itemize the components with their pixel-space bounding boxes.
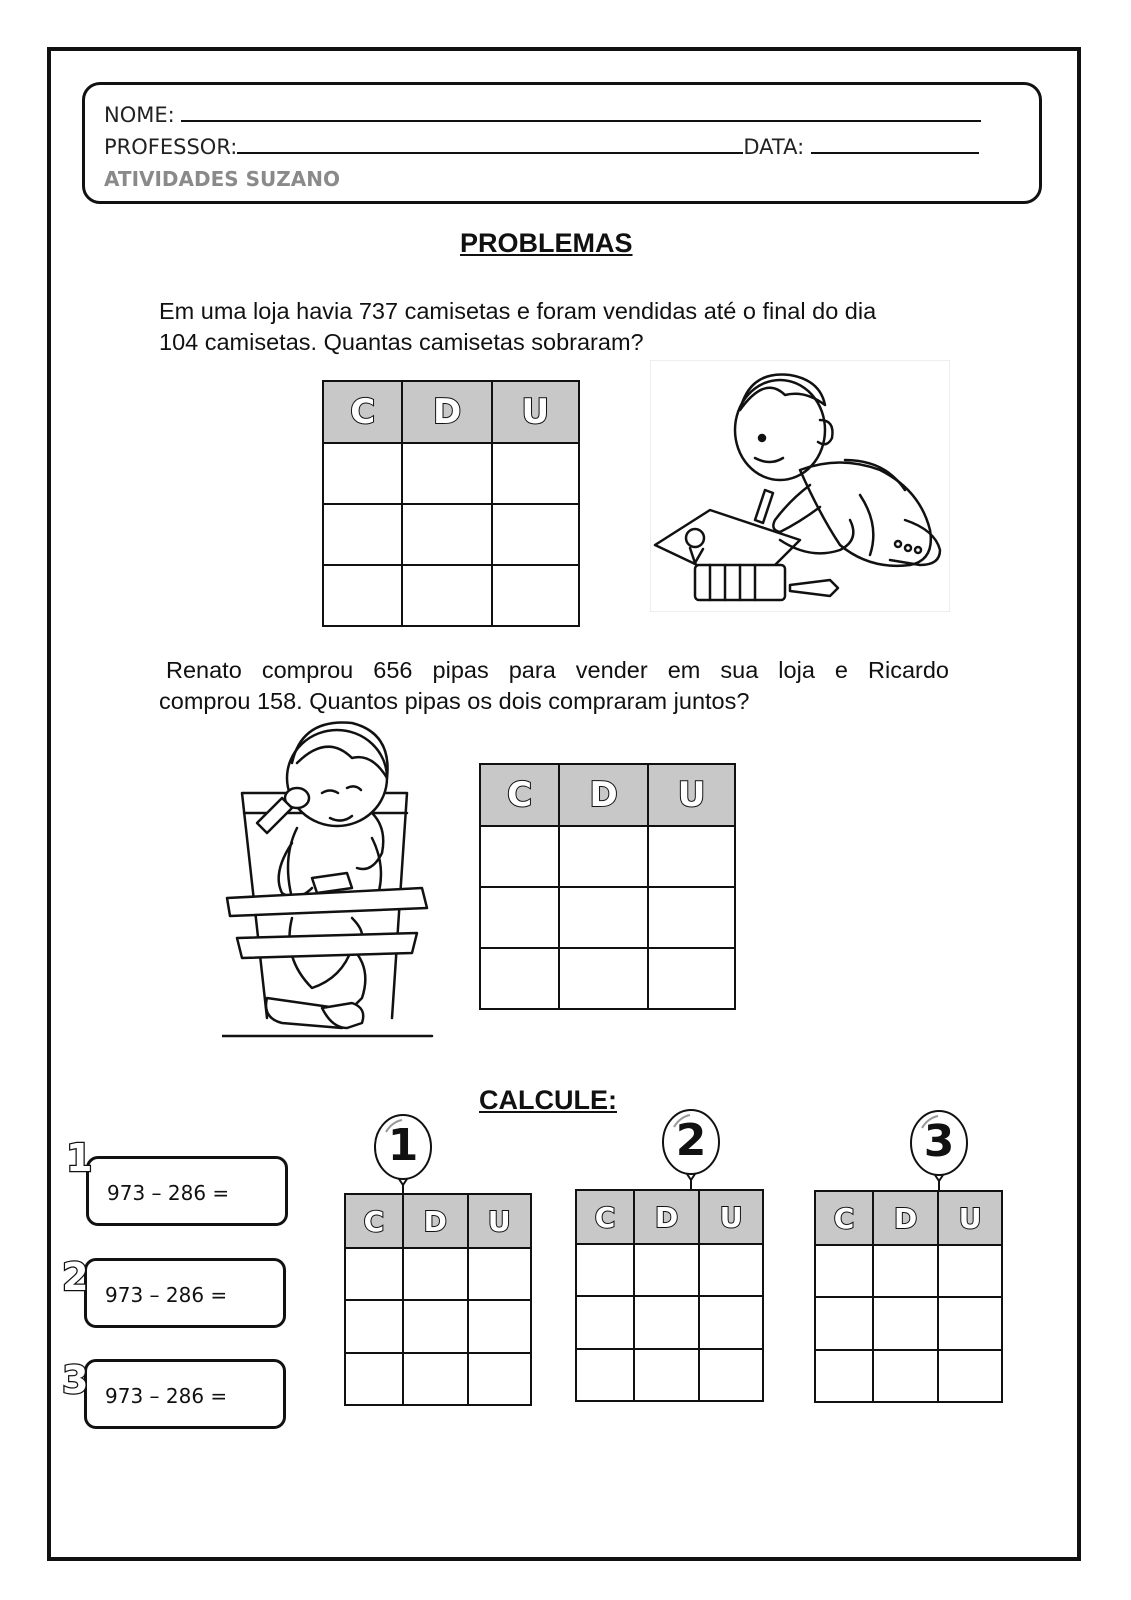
name-label: NOME: bbox=[104, 103, 175, 127]
balloon-2 bbox=[660, 1107, 722, 1189]
calc-box-2[interactable] bbox=[84, 1258, 286, 1328]
grid-cell[interactable] bbox=[699, 1296, 763, 1348]
grid-cell[interactable] bbox=[938, 1350, 1002, 1402]
grid-cell[interactable] bbox=[815, 1297, 873, 1349]
grid-cell[interactable] bbox=[403, 1248, 468, 1300]
grid-cell[interactable] bbox=[648, 826, 735, 887]
calc-box-1[interactable] bbox=[86, 1156, 288, 1226]
grid-header-cell bbox=[634, 1190, 699, 1244]
grid-cell[interactable] bbox=[468, 1248, 531, 1300]
grid-row bbox=[815, 1245, 1002, 1297]
grid-cell[interactable] bbox=[634, 1349, 699, 1401]
grid-header-cell bbox=[345, 1194, 403, 1248]
grid-header-cell bbox=[492, 381, 579, 443]
problem-2-text bbox=[159, 655, 949, 717]
header-u: U bbox=[958, 1201, 982, 1235]
header-d: D bbox=[423, 1204, 447, 1238]
calc-expression-3: 973 – 286 = bbox=[105, 1384, 228, 1408]
boy-drawing-illustration bbox=[650, 360, 950, 612]
grid-cell[interactable] bbox=[480, 948, 559, 1009]
grid-cell[interactable] bbox=[938, 1245, 1002, 1297]
teacher-label: PROFESSOR: bbox=[104, 135, 238, 159]
header-c: C bbox=[594, 1200, 616, 1234]
cdu-grid-problem-2 bbox=[479, 763, 736, 1010]
grid-header-cell bbox=[648, 764, 735, 826]
teacher-line bbox=[104, 132, 979, 159]
grid-row bbox=[323, 565, 579, 626]
grid-cell[interactable] bbox=[873, 1297, 938, 1349]
grid-cell[interactable] bbox=[480, 887, 559, 948]
calc-expression-1: 973 – 286 = bbox=[107, 1181, 230, 1205]
grid-cell[interactable] bbox=[345, 1248, 403, 1300]
grid-header-row bbox=[323, 381, 579, 443]
grid-row bbox=[345, 1248, 531, 1300]
balloon-number-2: 2 bbox=[675, 1115, 707, 1166]
problem-2-line-2: comprou 158. Quantos pipas os dois compraram juntos? bbox=[159, 688, 750, 714]
grid-cell[interactable] bbox=[576, 1244, 634, 1296]
grid-row bbox=[815, 1297, 1002, 1349]
calc-number-3: 3 bbox=[62, 1358, 89, 1402]
header-d: D bbox=[432, 392, 462, 432]
grid-cell[interactable] bbox=[492, 504, 579, 565]
grid-cell[interactable] bbox=[403, 1300, 468, 1352]
grid-header-cell bbox=[559, 764, 648, 826]
header-c: C bbox=[833, 1201, 855, 1235]
grid-cell[interactable] bbox=[468, 1300, 531, 1352]
header-u: U bbox=[521, 392, 550, 432]
grid-cell[interactable] bbox=[468, 1353, 531, 1405]
cdu-grid-calc-3 bbox=[814, 1190, 1003, 1403]
grid-header-cell bbox=[402, 381, 491, 443]
grid-cell[interactable] bbox=[403, 1353, 468, 1405]
date-field[interactable] bbox=[811, 132, 979, 154]
problem-1-line-2: 104 camisetas. Quantas camisetas sobraram? bbox=[159, 329, 644, 355]
balloon-number-3: 3 bbox=[923, 1116, 955, 1167]
school-name: ATIVIDADES SUZANO bbox=[104, 167, 341, 191]
grid-cell[interactable] bbox=[634, 1244, 699, 1296]
grid-row bbox=[480, 948, 735, 1009]
name-line bbox=[104, 100, 981, 127]
header-c: C bbox=[363, 1204, 385, 1238]
header-u: U bbox=[719, 1200, 743, 1234]
grid-header-row bbox=[480, 764, 735, 826]
grid-cell[interactable] bbox=[345, 1353, 403, 1405]
grid-cell[interactable] bbox=[559, 887, 648, 948]
grid-cell[interactable] bbox=[559, 948, 648, 1009]
grid-cell[interactable] bbox=[699, 1349, 763, 1401]
header-d: D bbox=[655, 1200, 679, 1234]
grid-row bbox=[576, 1296, 763, 1348]
grid-header-row bbox=[815, 1191, 1002, 1245]
grid-header-row bbox=[345, 1194, 531, 1248]
grid-header-cell bbox=[576, 1190, 634, 1244]
grid-row bbox=[323, 443, 579, 504]
grid-row bbox=[480, 826, 735, 887]
grid-cell[interactable] bbox=[576, 1296, 634, 1348]
balloon-3 bbox=[908, 1108, 970, 1190]
grid-cell[interactable] bbox=[873, 1245, 938, 1297]
problems-title: PROBLEMAS bbox=[460, 228, 633, 258]
boy-at-desk-illustration bbox=[222, 718, 434, 1040]
cdu-grid-calc-2 bbox=[575, 1189, 764, 1402]
grid-header-cell bbox=[938, 1191, 1002, 1245]
grid-header-cell bbox=[323, 381, 402, 443]
problem-2-line-1: Renato comprou 656 pipas para vender em sua loja e Ricardo bbox=[166, 657, 949, 683]
grid-cell[interactable] bbox=[492, 565, 579, 626]
grid-cell[interactable] bbox=[402, 565, 491, 626]
grid-cell[interactable] bbox=[699, 1244, 763, 1296]
balloon-1 bbox=[372, 1112, 434, 1194]
grid-header-cell bbox=[815, 1191, 873, 1245]
problem-1-text bbox=[159, 296, 876, 358]
header-c: C bbox=[350, 392, 376, 432]
grid-header-cell bbox=[873, 1191, 938, 1245]
grid-header-cell bbox=[468, 1194, 531, 1248]
calc-title: CALCULE: bbox=[479, 1085, 617, 1115]
grid-row bbox=[345, 1353, 531, 1405]
grid-cell[interactable] bbox=[402, 443, 491, 504]
header-d: D bbox=[894, 1201, 918, 1235]
grid-cell[interactable] bbox=[648, 887, 735, 948]
grid-cell[interactable] bbox=[576, 1349, 634, 1401]
grid-row bbox=[576, 1244, 763, 1296]
header-d: D bbox=[589, 775, 618, 815]
grid-cell[interactable] bbox=[323, 443, 402, 504]
grid-cell[interactable] bbox=[815, 1350, 873, 1402]
header-u: U bbox=[677, 775, 706, 815]
grid-cell[interactable] bbox=[634, 1296, 699, 1348]
grid-cell[interactable] bbox=[345, 1300, 403, 1352]
grid-cell[interactable] bbox=[323, 504, 402, 565]
grid-row bbox=[323, 504, 579, 565]
problem-1-line-1: Em uma loja havia 737 camisetas e foram vendidas até o final do dia bbox=[159, 298, 877, 324]
grid-header-row bbox=[576, 1190, 763, 1244]
grid-row bbox=[576, 1349, 763, 1401]
calc-expression-2: 973 – 286 = bbox=[105, 1283, 228, 1307]
header-c: C bbox=[507, 775, 533, 815]
grid-row bbox=[345, 1300, 531, 1352]
grid-cell[interactable] bbox=[492, 443, 579, 504]
calc-box-3[interactable] bbox=[84, 1359, 286, 1429]
date-label: DATA: bbox=[743, 135, 805, 159]
grid-cell[interactable] bbox=[648, 948, 735, 1009]
grid-header-cell bbox=[403, 1194, 468, 1248]
grid-cell[interactable] bbox=[938, 1297, 1002, 1349]
header-u: U bbox=[487, 1204, 511, 1238]
grid-cell[interactable] bbox=[873, 1350, 938, 1402]
grid-header-cell bbox=[480, 764, 559, 826]
grid-cell[interactable] bbox=[559, 826, 648, 887]
grid-cell[interactable] bbox=[323, 565, 402, 626]
calc-number-2: 2 bbox=[62, 1255, 89, 1299]
grid-row bbox=[480, 887, 735, 948]
grid-header-cell bbox=[699, 1190, 763, 1244]
teacher-field[interactable] bbox=[237, 132, 743, 154]
grid-cell[interactable] bbox=[815, 1245, 873, 1297]
calc-number-1: 1 bbox=[66, 1136, 93, 1180]
grid-cell[interactable] bbox=[402, 504, 491, 565]
grid-row bbox=[815, 1350, 1002, 1402]
name-field[interactable] bbox=[181, 100, 981, 122]
cdu-grid-problem-1 bbox=[322, 380, 580, 627]
balloon-number-1: 1 bbox=[387, 1120, 419, 1171]
grid-cell[interactable] bbox=[480, 826, 559, 887]
cdu-grid-calc-1 bbox=[344, 1193, 532, 1406]
